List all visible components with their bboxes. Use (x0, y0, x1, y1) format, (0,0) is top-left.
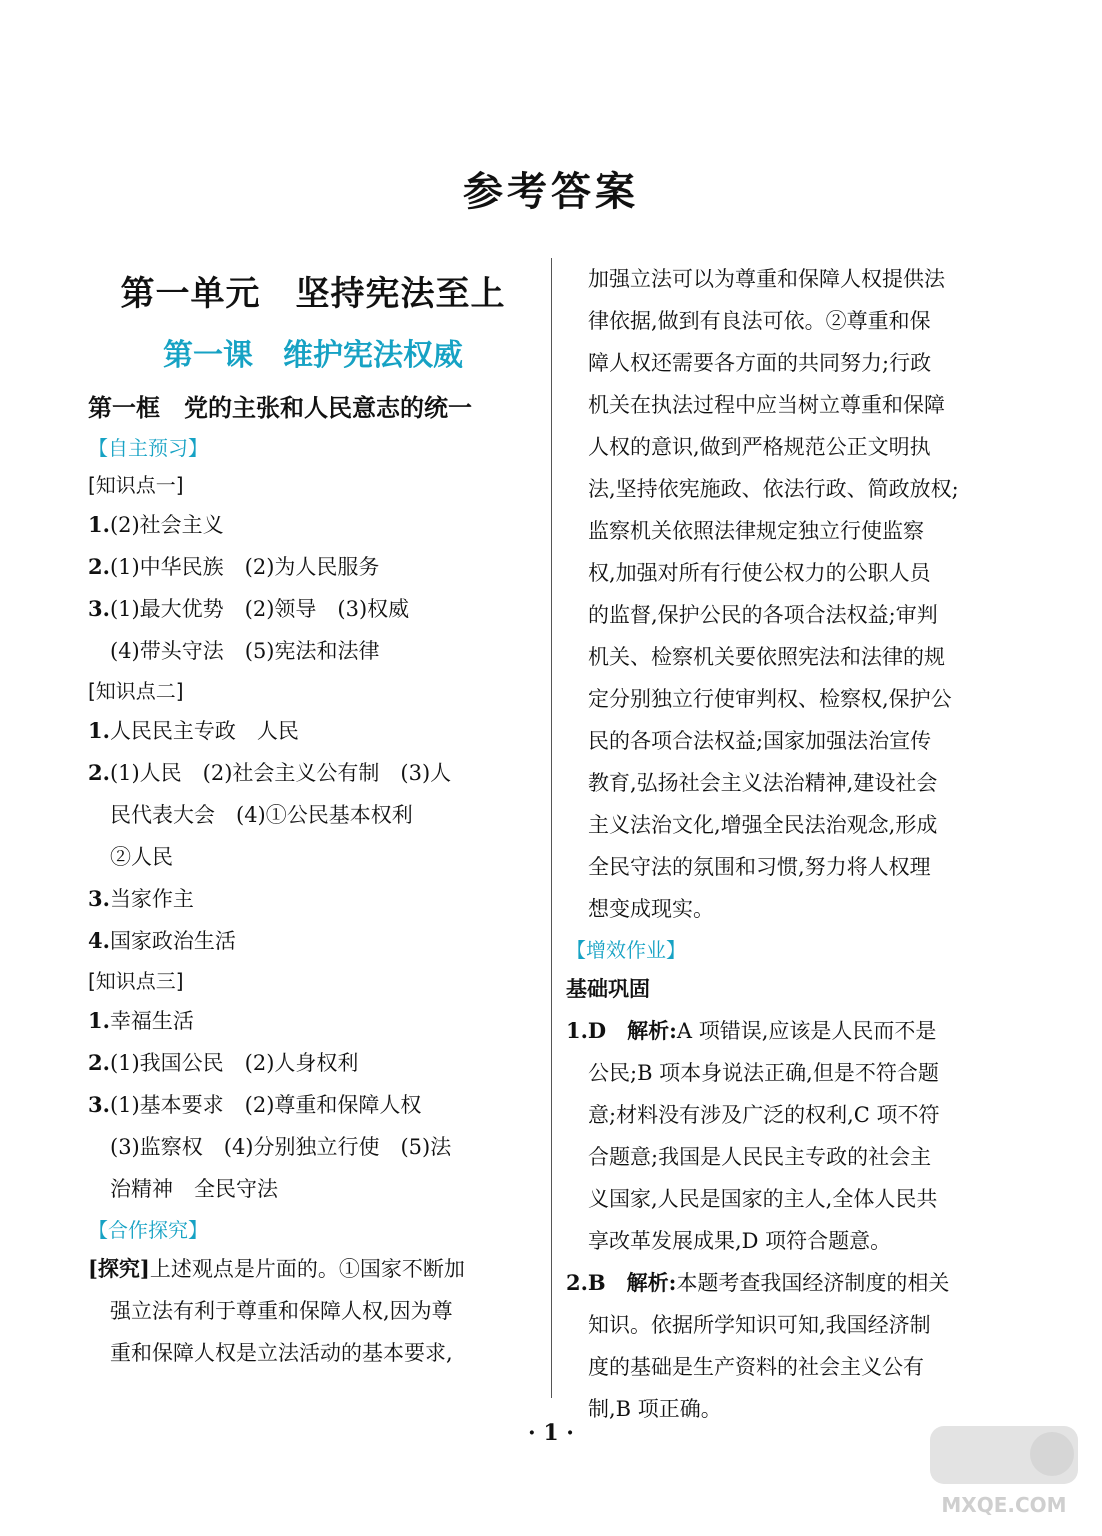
answer-number: 2. (88, 554, 110, 579)
answer-number: 3. (88, 596, 110, 621)
answer-number: 4. (88, 928, 110, 953)
watermark-text: MXQE.COM (941, 1493, 1067, 1517)
page-number: · 1 · (528, 1420, 574, 1446)
answer-line (88, 1332, 538, 1374)
question-1-answer (566, 1010, 1016, 1262)
answer-number: 3. (88, 886, 110, 911)
answer-number: 3. (88, 1092, 110, 1117)
text-line: 定分别独立行使审判权、检察权,保护公 (588, 687, 952, 711)
explanation-line: 意;材料没有涉及广泛的权利,C 项不符 (588, 1103, 940, 1127)
explore-answer-continued (566, 258, 1016, 930)
answer-text: 国家政治生活 (109, 929, 236, 953)
column-divider (551, 258, 552, 1398)
explanation-line: 公民;B 项本身说法正确,但是不符合题 (588, 1061, 939, 1085)
answer-text: 幸福生活 (109, 1009, 194, 1033)
answer-line (88, 1126, 538, 1168)
answer-line (88, 588, 538, 630)
explanation-line: 合题意;我国是人民民主专政的社会主 (588, 1145, 932, 1169)
text-line: 主义法治文化,增强全民法治观念,形成 (588, 813, 938, 837)
answer-text: 重和保障人权是立法活动的基本要求, (110, 1341, 453, 1365)
answer-text: (3)监察权 (4)分别独立行使 (5)法 (110, 1135, 452, 1159)
text-line: 想变成现实。 (588, 897, 714, 921)
left-column (88, 258, 538, 1374)
answer-line (88, 504, 538, 546)
answer-line (88, 920, 538, 962)
answer-text: 人民民主专政 人民 (109, 719, 299, 743)
answer-text: ②人民 (110, 845, 173, 869)
answer-text: (2)社会主义 (109, 513, 224, 537)
knowledge-point-2: [知识点二] (88, 679, 184, 703)
answer-text: (4)带头守法 (5)宪法和法律 (110, 639, 380, 663)
explanation-text: A 项错误,应该是人民而不是 (676, 1019, 937, 1043)
text-line: 机关、检察机关要依照宪法和法律的规 (588, 645, 945, 669)
answer-key: 1.D 解析: (566, 1018, 677, 1043)
text-line: 加强立法可以为尊重和保障人权提供法 (588, 267, 945, 291)
answer-key: 2.B 解析: (566, 1270, 677, 1295)
answer-line (88, 794, 538, 836)
answer-line (88, 752, 538, 794)
question-first-line (566, 1010, 1016, 1052)
answer-text: (1)中华民族 (2)为人民服务 (109, 555, 380, 579)
answer-line (88, 1168, 538, 1210)
explanation-line: 知识。依据所学知识可知,我国经济制 (588, 1313, 931, 1337)
answer-line (88, 1042, 538, 1084)
answer-line (88, 1290, 538, 1332)
text-line: 教育,弘扬社会主义法治精神,建设社会 (588, 771, 938, 795)
text-line: 人权的意识,做到严格规范公正文明执 (588, 435, 931, 459)
tag-homework: 【增效作业】 (566, 938, 686, 962)
question-2-answer (566, 1262, 1016, 1430)
explanation-line: 义国家,人民是国家的主人,全体人民共 (588, 1187, 938, 1211)
answer-line (88, 546, 538, 588)
knowledge-point-1: [知识点一] (88, 473, 184, 497)
text-line: 障人权还需要各方面的共同努力;行政 (588, 351, 932, 375)
answer-text: (1)基本要求 (2)尊重和保障人权 (109, 1093, 422, 1117)
answer-number: 1. (88, 1008, 110, 1033)
answer-text: 民代表大会 (4)①公民基本权利 (110, 803, 413, 827)
tag-explore: 【合作探究】 (88, 1218, 208, 1242)
tag-preview: 【自主预习】 (88, 436, 208, 460)
unit-title: 第一单元 坚持宪法至上 (120, 274, 506, 314)
kp1-answers (88, 504, 538, 672)
answer-text: 强立法有利于尊重和保障人权,因为尊 (110, 1299, 453, 1323)
answer-text: 治精神 全民守法 (110, 1177, 278, 1201)
answer-line (88, 710, 538, 752)
text-line: 法,坚持依宪施政、依法行政、简政放权; (588, 477, 959, 501)
text-line: 的监督,保护公民的各项合法权益;审判 (588, 603, 938, 627)
kp2-answers (88, 710, 538, 962)
explanation-text: 本题考查我国经济制度的相关 (676, 1271, 950, 1295)
answer-text: 上述观点是片面的。①国家不断加 (149, 1257, 465, 1281)
right-column (566, 258, 1016, 1430)
text-line: 监察机关依照法律规定独立行使监察 (588, 519, 924, 543)
answer-line (88, 878, 538, 920)
answer-number: 1. (88, 512, 110, 537)
explore-answer (88, 1248, 538, 1374)
text-line: 权,加强对所有行使公权力的公职人员 (588, 561, 931, 585)
lesson-title: 第一课 维护宪法权威 (163, 338, 463, 373)
answer-text: 当家作主 (109, 887, 194, 911)
text-line: 民的各项合法权益;国家加强法治宣传 (588, 729, 932, 753)
answer-text: (1)最大优势 (2)领导 (3)权威 (109, 597, 410, 621)
page-title: 参考答案 (463, 169, 639, 215)
answer-line (88, 1248, 538, 1290)
basic-consolidation-heading: 基础巩固 (566, 977, 650, 1001)
explanation-line: 享改革发展成果,D 项符合题意。 (588, 1229, 892, 1253)
answer-text: (1)人民 (2)社会主义公有制 (3)人 (109, 761, 452, 785)
answer-line (88, 836, 538, 878)
watermark-logo (924, 1416, 1084, 1526)
knowledge-point-3: [知识点三] (88, 969, 184, 993)
question-first-line (566, 1262, 1016, 1304)
text-line: 机关在执法过程中应当树立尊重和保障 (588, 393, 945, 417)
kp3-answers (88, 1000, 538, 1210)
text-line: 律依据,做到有良法可依。②尊重和保 (588, 309, 931, 333)
explanation-line: 制,B 项正确。 (588, 1397, 722, 1421)
text-line: 全民守法的氛围和习惯,努力将人权理 (588, 855, 931, 879)
answer-line (88, 1000, 538, 1042)
answer-line (88, 630, 538, 672)
answer-line (88, 1084, 538, 1126)
answer-number: 2. (88, 760, 110, 785)
answer-text: (1)我国公民 (2)人身权利 (109, 1051, 359, 1075)
answer-number: 2. (88, 1050, 110, 1075)
explanation-line: 度的基础是生产资料的社会主义公有 (588, 1355, 924, 1379)
answer-number: [探究] (88, 1256, 150, 1281)
answer-number: 1. (88, 718, 110, 743)
frame-title: 第一框 党的主张和人民意志的统一 (88, 394, 472, 422)
